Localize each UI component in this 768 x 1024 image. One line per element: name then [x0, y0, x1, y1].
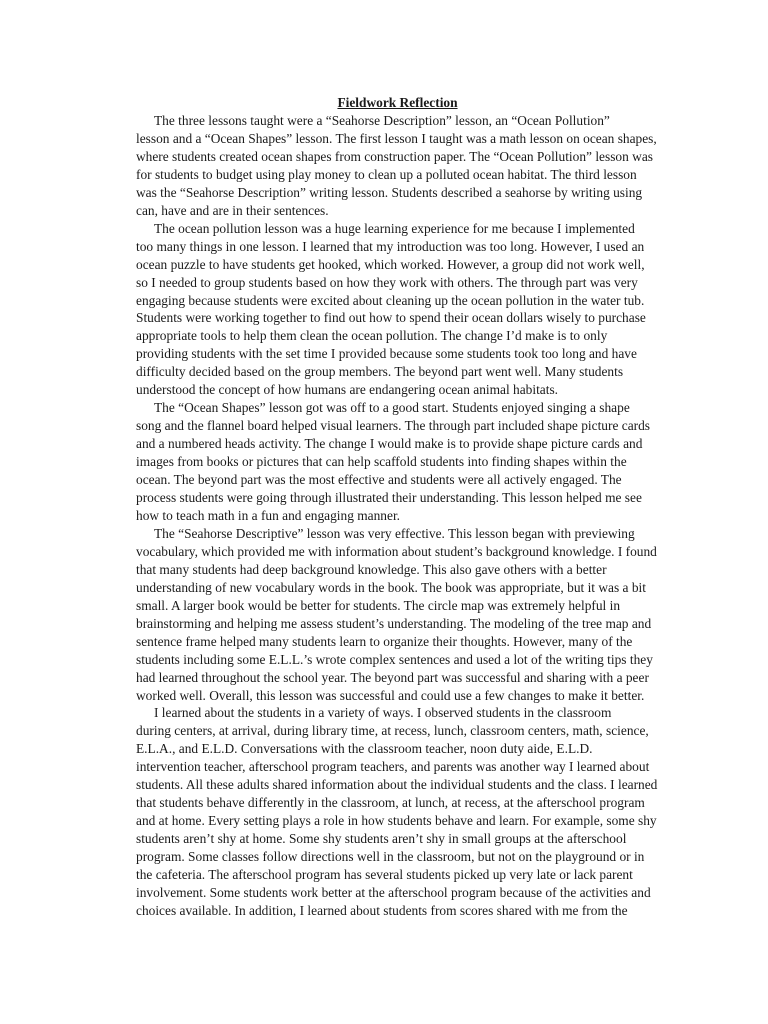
text-line: providing students with the set time I provided because some students took too long and have — [136, 346, 637, 362]
text-line: appropriate tools to help them clean the ocean pollution. The change I’d make is to only — [136, 328, 608, 344]
text-line: too many things in one lesson. I learned that my introduction was too long. However, I used an — [136, 238, 645, 254]
text-line: Students were working together to find out how to spend their ocean dollars wisely to purchase — [136, 310, 646, 326]
text-line: The “Ocean Shapes” lesson got was off to a good start. Students enjoyed singing a shape — [154, 400, 630, 416]
text-line: had learned throughout the school year. The beyond part was successful and sharing with a peer — [136, 669, 649, 685]
text-line: understanding of new vocabulary words in the book. The book was appropriate, but it was a bit — [136, 579, 646, 595]
text-line: understood the concept of how humans are endangering ocean animal habitats. — [136, 382, 559, 398]
text-line: that students behave differently in the classroom, at lunch, at recess, at the afterschool program — [136, 795, 645, 811]
text-line: students aren’t shy at home. Some shy students aren’t shy in small groups at the afterschool — [136, 831, 627, 847]
text-line: was the “Seahorse Description” writing lesson. Students described a seahorse by writing using — [136, 184, 643, 200]
text-line: lesson and a “Ocean Shapes” lesson. The first lesson I taught was a math lesson on ocean shapes, — [136, 130, 657, 146]
text-line: for students to budget using play money to clean up a polluted ocean habitat. The third lesson — [136, 166, 637, 182]
text-line: process students were going through illustrated their understanding. This lesson helped me see — [136, 490, 642, 506]
document-body — [118, 94, 677, 920]
text-line: choices available. In addition, I learned about students from scores shared with me from the — [136, 902, 628, 918]
text-line: intervention teacher, afterschool program teachers, and parents was another way I learned about — [136, 759, 650, 775]
text-line: can, have and are in their sentences. — [136, 202, 329, 218]
text-line: The ocean pollution lesson was a huge learning experience for me because I implemented — [154, 220, 635, 236]
text-line: where students created ocean shapes from construction paper. The “Ocean Pollution” lesson was — [136, 148, 653, 164]
text-line: sentence frame helped many students learn to organize their thoughts. However, many of the — [136, 633, 633, 649]
text-line: and at home. Every setting plays a role in how students behave and learn. For example, some shy — [136, 813, 657, 829]
text-line: The “Seahorse Descriptive” lesson was very effective. This lesson began with previewing — [154, 525, 635, 541]
paragraph-2 — [118, 220, 677, 400]
text-line: students including some E.L.L.’s wrote complex sentences and used a lot of the writing tips they — [136, 651, 653, 667]
paragraph-4 — [118, 525, 677, 705]
text-line: engaging because students were excited about cleaning up the ocean pollution in the water tub. — [136, 292, 645, 308]
text-line: so I needed to group students based on how they work with others. The through part was very — [136, 274, 638, 290]
text-line: program. Some classes follow directions well in the classroom, but not on the playground or in — [136, 849, 645, 865]
document-title: Fieldwork Reflection — [337, 95, 458, 110]
text-line: how to teach math in a fun and engaging manner. — [136, 507, 401, 523]
text-line: difficulty decided based on the group members. The beyond part went well. Many students — [136, 364, 624, 380]
text-line: the cafeteria. The afterschool program has several students picked up very late or lack parent — [136, 867, 633, 883]
text-line: and a numbered heads activity. The change I would make is to provide shape picture cards and — [136, 436, 643, 452]
text-line: ocean. The beyond part was the most effective and students were all actively engaged. The — [136, 472, 622, 488]
text-line: worked well. Overall, this lesson was successful and could use a few changes to make it better. — [136, 687, 645, 703]
text-line: E.L.A., and E.L.D. Conversations with the classroom teacher, noon duty aide, E.L.D. — [136, 741, 593, 757]
paragraph-3 — [118, 399, 677, 525]
text-line: ocean puzzle to have students get hooked, which worked. However, a group did not work well, — [136, 256, 645, 272]
text-line: during centers, at arrival, during library time, at recess, lunch, classroom centers, math, science, — [136, 723, 649, 739]
text-line: The three lessons taught were a “Seahorse Description” lesson, an “Ocean Pollution” — [154, 113, 610, 128]
text-line: song and the flannel board helped visual learners. The through part included shape picture cards — [136, 418, 651, 434]
text-line: involvement. Some students work better at the afterschool program because of the activities and — [136, 884, 651, 900]
text-line: vocabulary, which provided me with information about student’s background knowledge. I found — [136, 543, 657, 559]
text-line: images from books or pictures that can help scaffold students into finding shapes within the — [136, 454, 627, 470]
text-line: brainstorming and helping me assess student’s understanding. The modeling of the tree map and — [136, 615, 652, 631]
text-line: small. A larger book would be better for students. The circle map was extremely helpful in — [136, 597, 621, 613]
text-line: I learned about the students in a variety of ways. I observed students in the classroom — [154, 705, 612, 721]
paragraph-1 — [118, 112, 677, 220]
text-line: that many students had deep background knowledge. This also gave others with a better — [136, 561, 607, 577]
text-line: students. All these adults shared information about the individual students and the class. I learned — [136, 777, 658, 793]
paragraph-5 — [118, 704, 677, 919]
